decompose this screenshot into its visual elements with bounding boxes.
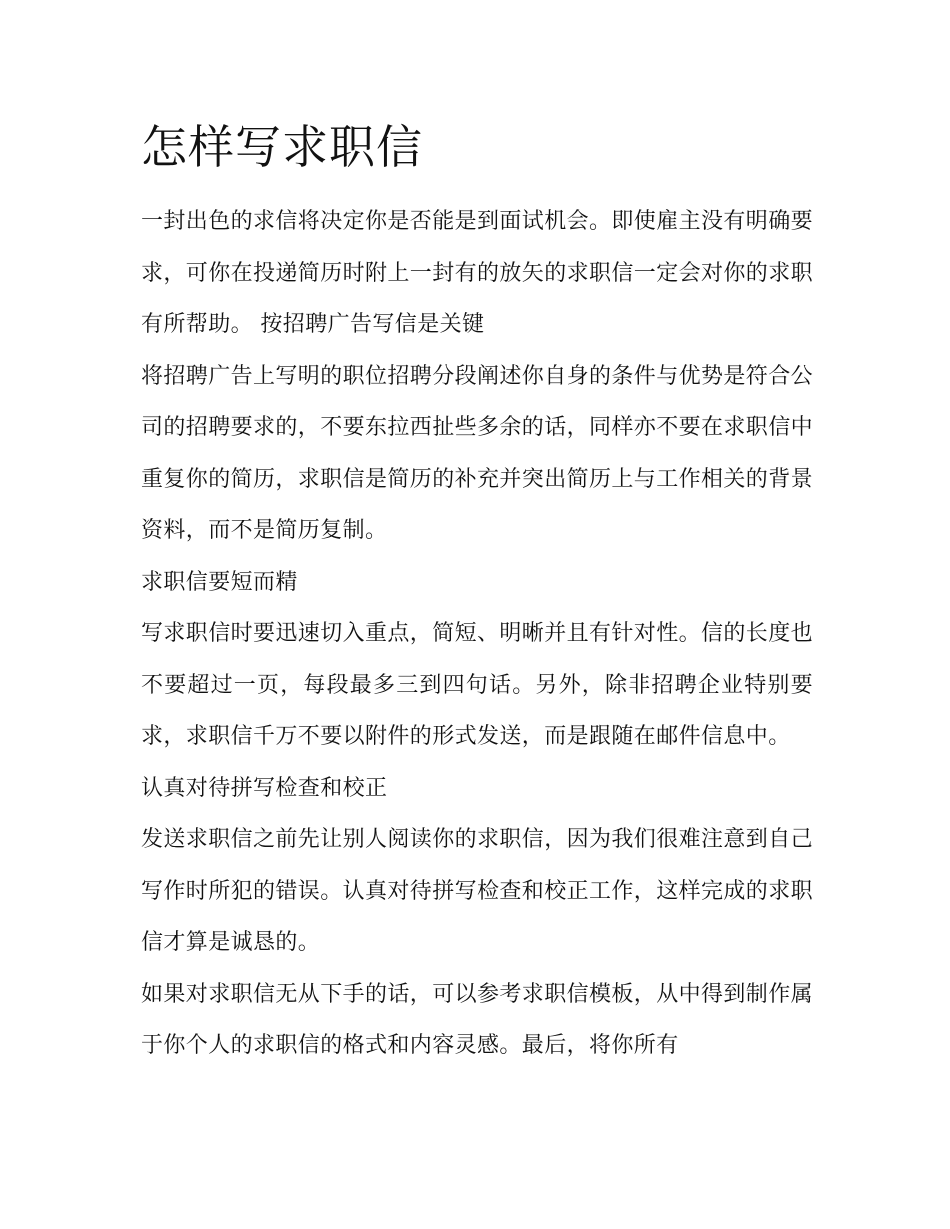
section-heading-short-and-concise: 求职信要短而精 [141, 569, 298, 595]
paragraph-proofreading: 发送求职信之前先让别人阅读你的求职信，因为我们很难注意到自己写作时所犯的错误。认真对待拼写检查和校正工作，这样完成的求职信才算是诚恳的。 [141, 827, 814, 955]
paragraph-intro: 一封出色的求信将决定你是否能是到面试机会。即使雇主没有明确要求，可你在投递简历时附上一封有的放矢的求职信一定会对你的求职有所帮助。 按招聘广告写信是关键 [141, 209, 814, 337]
paragraph-ad-keywords: 将招聘广告上写明的职位招聘分段阐述你自身的条件与优势是符合公司的招聘要求的，不要东拉西扯些多余的话，同样亦不要在求职信中重复你的简历，求职信是简历的补充并突出简历上与工作相关的背景资料，而不是简历复制。 [141, 363, 814, 543]
document-body [141, 196, 813, 1072]
paragraph-short-and-concise: 写求职信时要迅速切入重点，简短、明晰并且有针对性。信的长度也不要超过一页，每段最多三到四句话。另外，除非招聘企业特别要求，求职信千万不要以附件的形式发送，而是跟随在邮件信息中。 [141, 621, 814, 749]
section-heading-proofreading: 认真对待拼写检查和校正 [141, 775, 388, 801]
page-title: 怎样写求职信 [141, 120, 423, 174]
paragraph-template: 如果对求职信无从下手的话，可以参考求职信模板，从中得到制作属于你个人的求职信的格式和内容灵感。最后，将你所有 [141, 981, 814, 1058]
